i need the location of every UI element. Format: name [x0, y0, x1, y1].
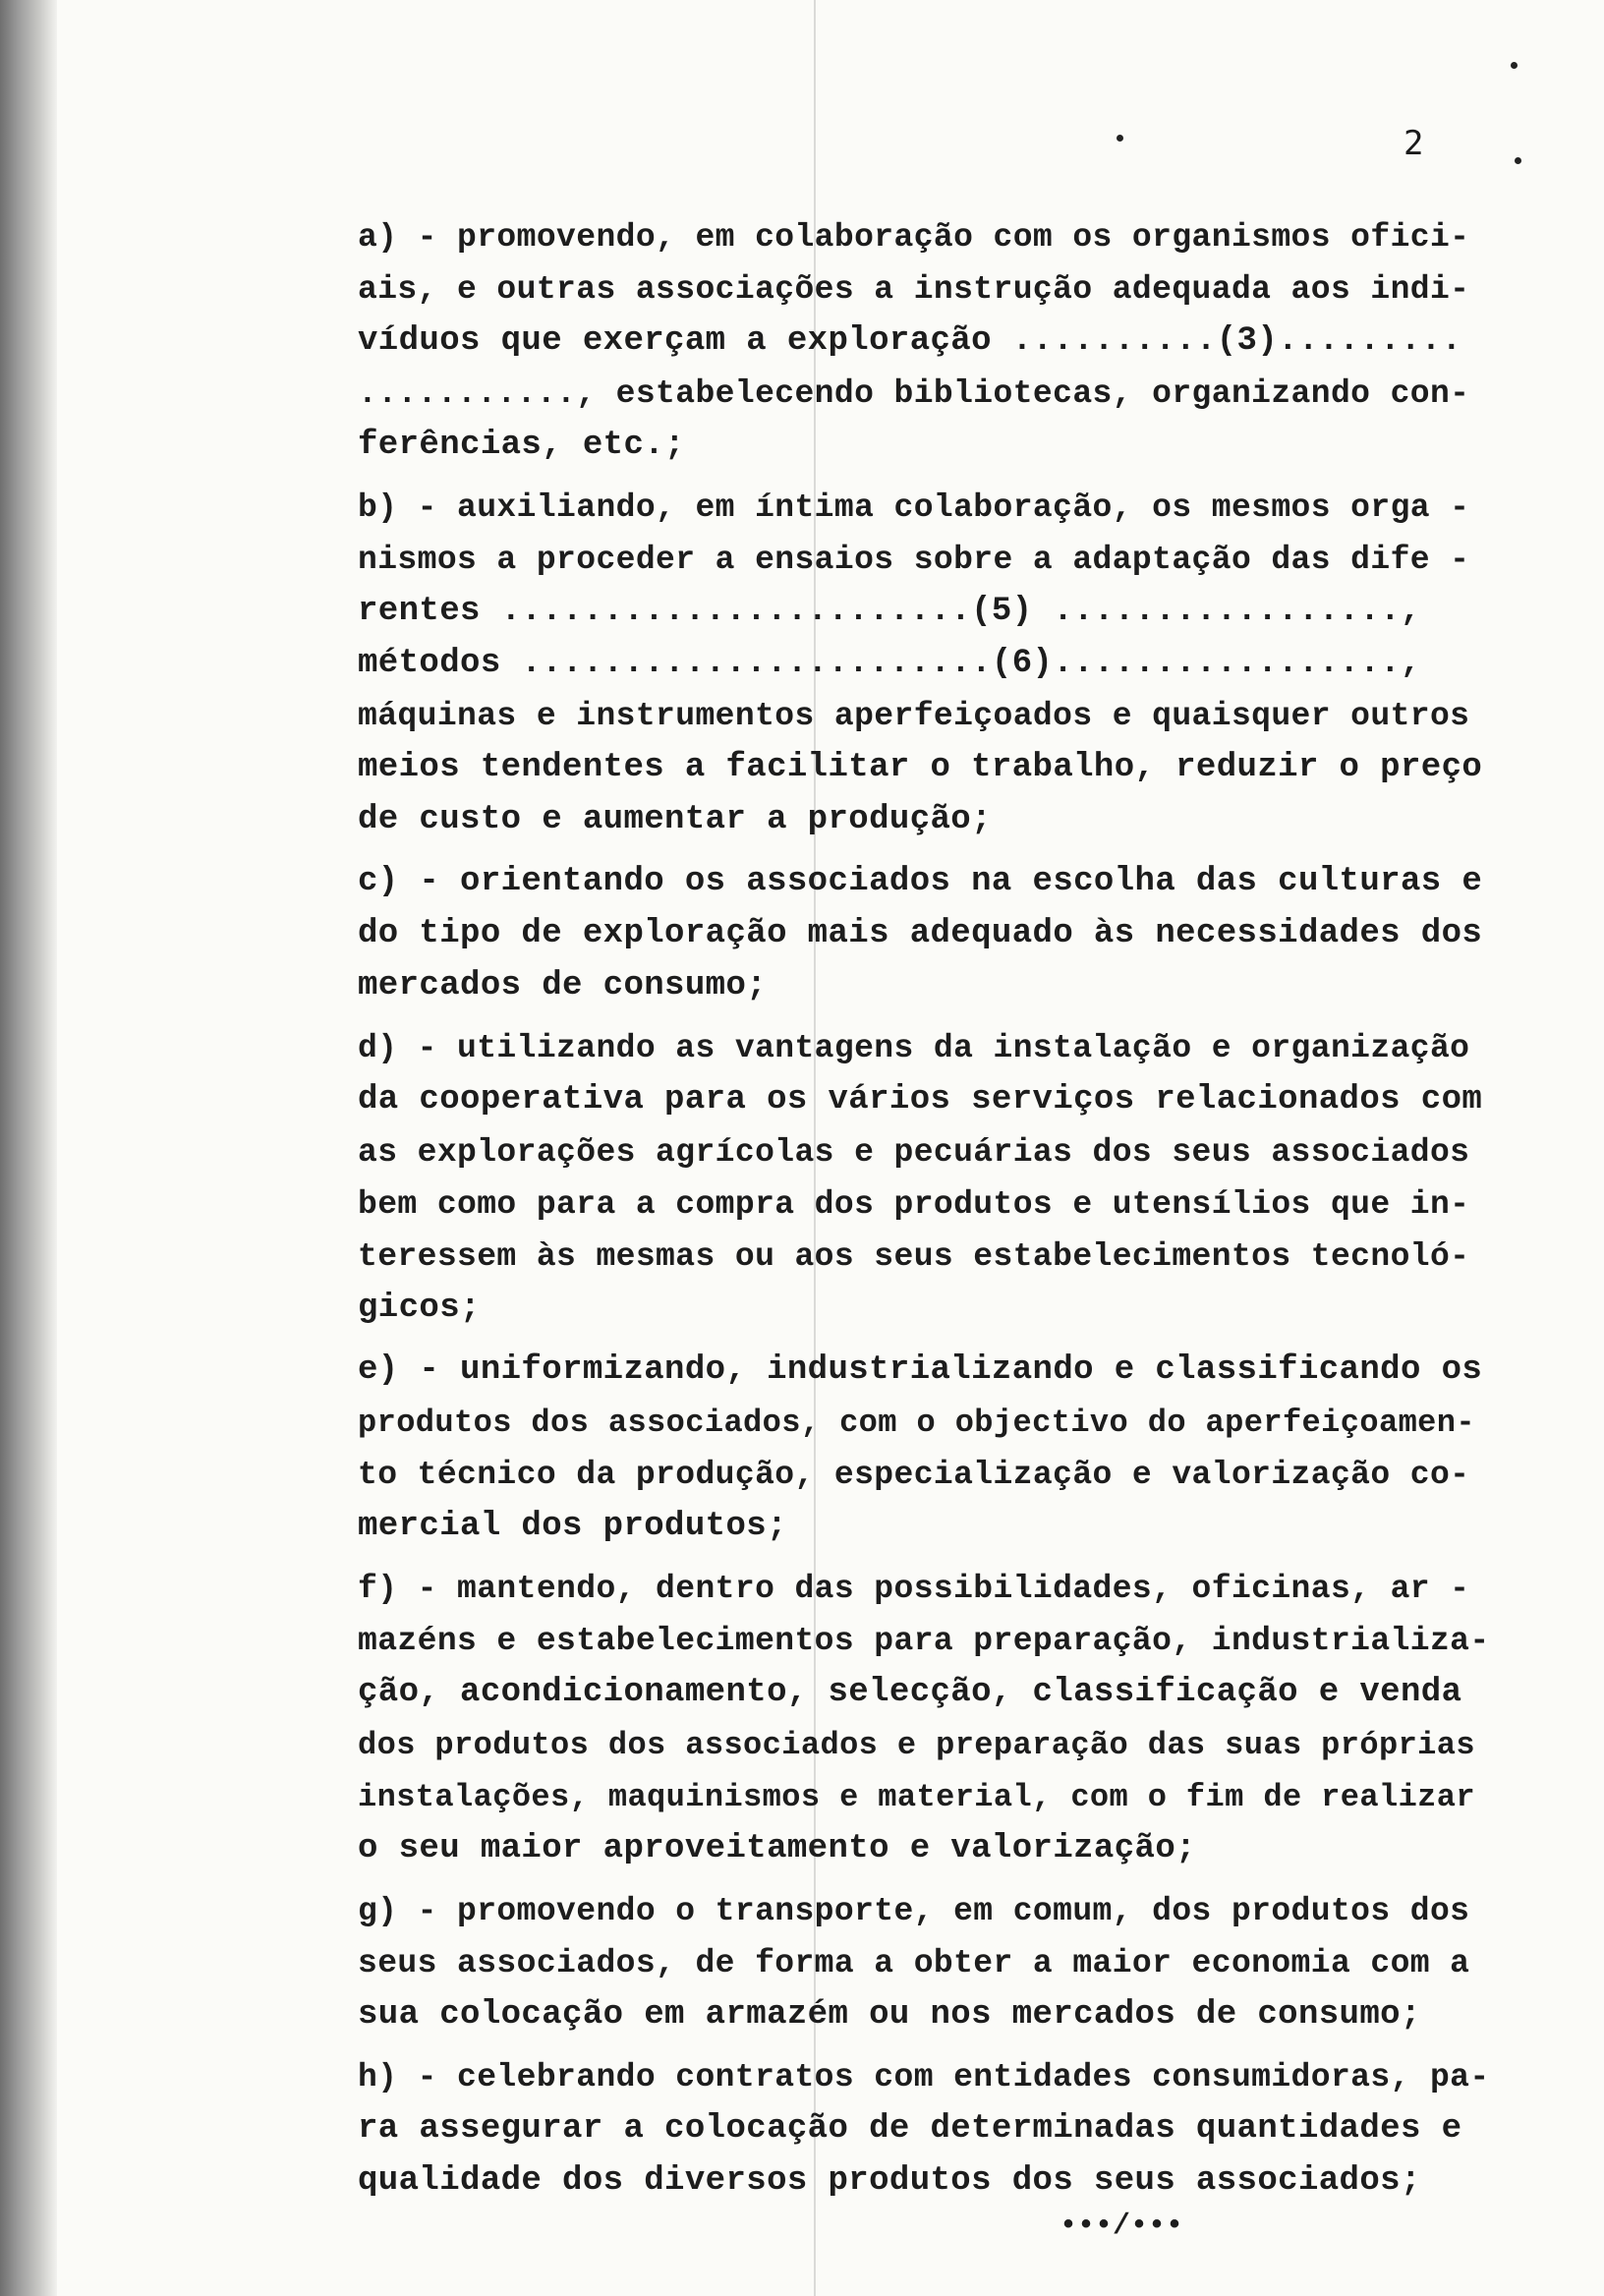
text-line: teressem às mesmas ou aos seus estabelecimentos tecnoló- [358, 1238, 1470, 1275]
text-line: sua colocação em armazém ou nos mercados de consumo; [358, 1996, 1421, 2034]
text-line: produtos dos associados, com o objectivo do aperfeiçoamen- [358, 1405, 1475, 1441]
text-line: bem como para a compra dos produtos e utensílios que in- [358, 1186, 1470, 1223]
text-line: mercial dos produtos; [358, 1508, 787, 1545]
text-line: nismos a proceder a ensaios sobre a adaptação das dife - [358, 542, 1470, 578]
text-line: e) - uniformizando, industrializando e classificando os [358, 1351, 1483, 1389]
paragraph-c [358, 856, 1500, 1012]
margin-mark [1511, 62, 1518, 69]
text-line: ais, e outras associações a instrução adequada aos indi- [358, 271, 1470, 308]
continuation-marker: •••/••• [1060, 2210, 1184, 2243]
text-line: h) - celebrando contratos com entidades consumidoras, pa- [358, 2059, 1490, 2095]
text-line: máquinas e instrumentos aperfeiçoados e quaisquer outros [358, 698, 1470, 734]
text-line: a) - promovendo, em colaboração com os organismos ofici- [358, 219, 1470, 256]
paragraph-g [358, 1885, 1500, 2041]
text-line: as explorações agrícolas e pecuárias dos seus associados [358, 1134, 1470, 1171]
binding-edge [0, 0, 57, 2296]
paragraph-f [358, 1563, 1500, 1875]
text-line: instalações, maquinismos e material, com o fim de realizar [358, 1779, 1475, 1815]
text-line: gicos; [358, 1290, 481, 1327]
text-line: o seu maior aproveitamento e valorização; [358, 1830, 1196, 1867]
text-line: ra assegurar a colocação de determinadas quantidades e [358, 2110, 1462, 2148]
text-line: mercados de consumo; [358, 967, 768, 1004]
text-line: mazéns e estabelecimentos para preparação, industrializa- [358, 1623, 1490, 1659]
text-line: meios tendentes a facilitar o trabalho, reduzir o preço [358, 749, 1483, 786]
margin-mark [1515, 157, 1521, 164]
text-line: ferências, etc.; [358, 427, 685, 464]
text-line: víduos que exerçam a exploração ..........(3)......... [358, 322, 1462, 360]
text-line: g) - promovendo o transporte, em comum, dos produtos dos [358, 1893, 1470, 1929]
text-line: to técnico da produção, especialização e valorização co- [358, 1457, 1470, 1493]
text-line: ção, acondicionamento, selecção, classificação e venda [358, 1674, 1462, 1711]
text-line: c) - orientando os associados na escolha das culturas e [358, 863, 1483, 900]
margin-mark [1117, 135, 1123, 142]
document-body [358, 211, 1500, 2217]
text-line: f) - mantendo, dentro das possibilidades, oficinas, ar - [358, 1571, 1470, 1607]
text-line: do tipo de exploração mais adequado às necessidades dos [358, 915, 1483, 952]
paragraph-e [358, 1345, 1500, 1553]
text-line: b) - auxiliando, em íntima colaboração, os mesmos orga - [358, 489, 1470, 526]
text-line: de custo e aumentar a produção; [358, 801, 992, 838]
paragraph-h [358, 2051, 1500, 2208]
text-line: da cooperativa para os vários serviços relacionados com [358, 1081, 1483, 1119]
text-line: qualidade dos diversos produtos dos seus associados; [358, 2162, 1421, 2200]
text-line: rentes .......................(5) ................., [358, 593, 1421, 630]
paragraph-d [358, 1022, 1500, 1335]
text-line: métodos .......................(6)................., [358, 645, 1421, 682]
text-line: d) - utilizando as vantagens da instalação e organização [358, 1030, 1470, 1066]
paragraph-b [358, 482, 1500, 846]
text-line: dos produtos dos associados e preparação das suas próprias [358, 1727, 1475, 1763]
page-number: 2 [1404, 124, 1424, 163]
paragraph-a [358, 211, 1500, 472]
text-line: ..........., estabelecendo bibliotecas, organizando con- [358, 375, 1470, 412]
text-line: seus associados, de forma a obter a maior economia com a [358, 1945, 1470, 1981]
